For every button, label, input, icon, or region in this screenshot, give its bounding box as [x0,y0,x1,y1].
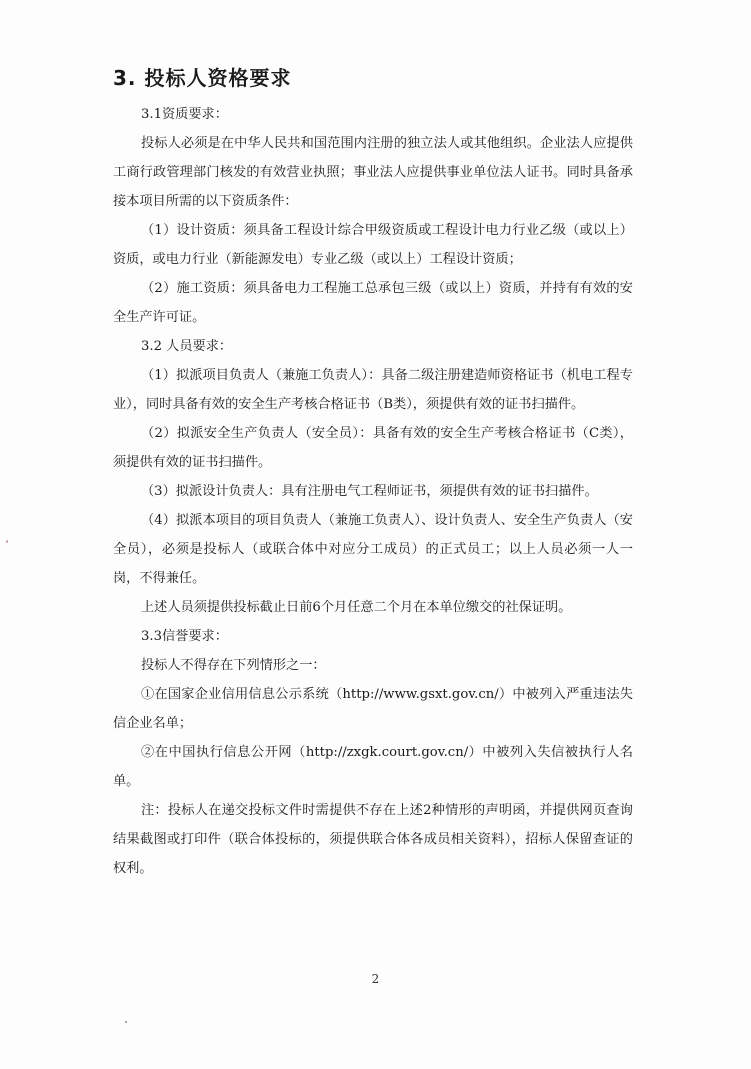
section-body [113,100,633,883]
paragraph-credit-intro: 投标人不得存在下列情形之一： [141,658,326,673]
section-heading: 3. 投标人资格要求 [113,66,292,90]
paragraph-design-qualification: （1）设计资质：须具备工程设计综合甲级资质或工程设计电力行业乙级（或以上）资质，或电力行业（新能源发电）专业乙级（或以上）工程设计资质； [113,223,633,267]
page-number: 2 [371,972,380,986]
paragraph-legal-entity: 投标人必须是在中华人民共和国范围内注册的独立法人或其他组织。企业法人应提供工商行政管理部门核发的有效营业执照；事业法人应提供事业单位法人证书。同时具备承接本项目所需的以下资质条件： [113,136,633,209]
paragraph-credit-item-1: ①在国家企业信用信息公示系统（http://www.gsxt.gov.cn/）中被列入严重违法失信企业名单； [113,687,633,731]
paragraph-project-manager: （1）拟派项目负责人（兼施工负责人）：具备二级注册建造师资格证书（机电工程专业），同时具备有效的安全生产考核合格证书（B类），须提供有效的证书扫描件。 [113,368,633,412]
paragraph-safety-officer: （2）拟派安全生产负责人（安全员）：具备有效的安全生产考核合格证书（C类），须提供有效的证书扫描件。 [113,426,633,470]
scan-speck [125,1021,127,1023]
subsection-title-personnel: 3.2 人员要求： [141,339,233,354]
paragraph-social-security: 上述人员须提供投标截止日前6个月任意二个月在本单位缴交的社保证明。 [141,600,572,615]
scan-speck [6,540,8,543]
paragraph-construction-qualification: （2）施工资质：须具备电力工程施工总承包三级（或以上）资质，并持有有效的安全生产许可证。 [113,281,633,325]
subsection-title-credit: 3.3信誉要求： [141,629,228,644]
paragraph-credit-item-2: ②在中国执行信息公开网（http://zxgk.court.gov.cn/）中被列入失信被执行人名单。 [113,745,633,789]
paragraph-design-manager: （3）拟派设计负责人：具有注册电气工程师证书，须提供有效的证书扫描件。 [141,484,598,499]
subsection-title-qualification: 3.1资质要求： [141,107,228,122]
paragraph-note: 注：投标人在递交投标文件时需提供不存在上述2种情形的声明函，并提供网页查询结果截图或打印件（联合体投标的，须提供联合体各成员相关资料），招标人保留查证的权利。 [113,803,633,876]
paragraph-formal-staff: （4）拟派本项目的项目负责人（兼施工负责人）、设计负责人、安全生产负责人（安全员），必须是投标人（或联合体中对应分工成员）的正式员工；以上人员必须一人一岗，不得兼任。 [113,513,633,586]
